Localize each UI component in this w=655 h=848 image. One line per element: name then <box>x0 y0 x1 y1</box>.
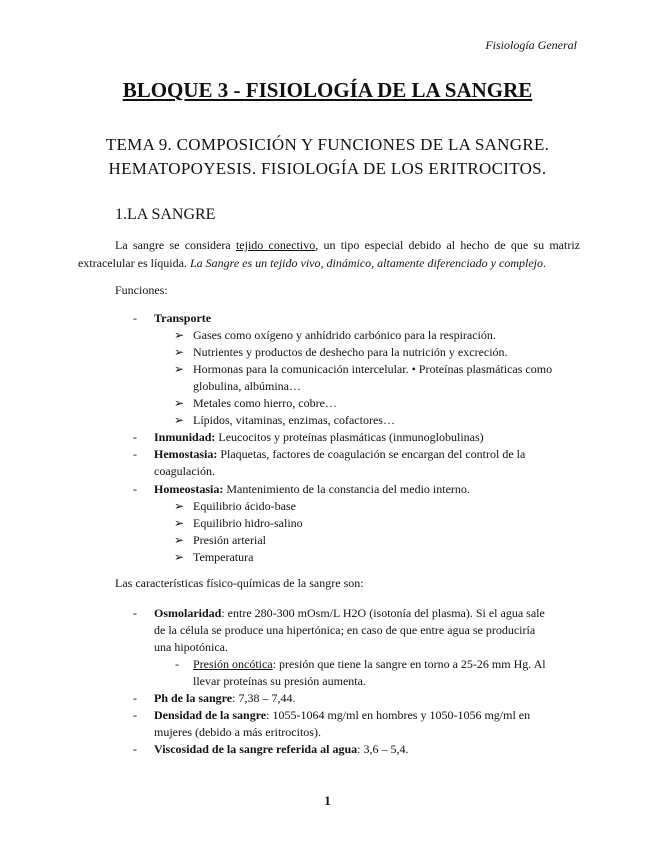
tema-title <box>70 133 585 181</box>
sub-item-text: Metales como hierro, cobre… <box>193 396 337 410</box>
dash-bullet: - <box>175 657 179 671</box>
dash-bullet: - <box>133 708 137 722</box>
inmunidad-text: Inmunidad: Leucocitos y proteínas plasmáticas (inmunoglobulinas) <box>154 430 484 444</box>
sub-item-text: Gases como oxígeno y anhídrido carbónico para la respiración. <box>193 328 496 342</box>
tema-title-line-2: HEMATOPOYESIS. FISIOLOGÍA DE LOS ERITROCITOS. <box>108 159 547 178</box>
sub-item-text: Equilibrio ácido-base <box>193 499 296 513</box>
osmolaridad-text-2: de la célula se produce una hipertónica; en caso de que entre agua se produciría <box>154 623 536 637</box>
arrow-bullet-icon: ➢ <box>174 533 185 547</box>
hemostasia-text-2: coagulación. <box>154 464 215 478</box>
sub-item-text: Lípidos, vitaminas, enzimas, cofactores… <box>193 413 395 427</box>
osmolaridad-text-3: una hipotónica. <box>154 640 228 654</box>
section-heading: 1.LA SANGRE <box>115 206 216 223</box>
arrow-bullet-icon: ➢ <box>174 345 185 359</box>
arrow-bullet-icon: ➢ <box>174 328 185 342</box>
arrow-bullet-icon: ➢ <box>174 550 185 564</box>
sub-item-text: Hormonas para la comunicación intercelular. • Proteínas plasmáticas como <box>193 362 553 376</box>
ph-text: Ph de la sangre: 7,38 – 7,44. <box>154 691 296 705</box>
intro-italic-text: La Sangre es un tejido vivo, dinámico, altamente diferenciado y complejo <box>189 256 543 270</box>
dash-bullet: - <box>133 742 137 756</box>
arrow-bullet-icon: ➢ <box>174 516 185 530</box>
tema-title-line-1: TEMA 9. COMPOSICIÓN Y FUNCIONES DE LA SANGRE. <box>105 135 550 154</box>
dash-bullet: - <box>133 606 137 620</box>
presion-oncotica-text: Presión oncótica: presión que tiene la sangre en torno a 25-26 mm Hg. Al <box>193 657 546 671</box>
intro-text-2: , un tipo especial debido al hecho de que su matriz extracelular es líquida. <box>78 238 580 270</box>
densidad-text: Densidad de la sangre: 1055-1064 mg/ml en hombres y 1050-1056 mg/ml en <box>154 708 531 722</box>
intro-paragraph <box>78 236 580 272</box>
viscosidad-text: Viscosidad de la sangre referida al agua: 3,6 – 5,4. <box>154 742 409 756</box>
intro-text-1: La sangre se considera <box>115 238 236 252</box>
homeostasia-text: Homeostasia: Mantenimiento de la constancia del medio interno. <box>154 482 470 496</box>
sub-item-text: Equilibrio hidro-salino <box>193 516 303 530</box>
page-number: 1 <box>324 793 331 808</box>
arrow-bullet-icon: ➢ <box>174 396 185 410</box>
caracteristicas-label: Las características físico-químicas de la sangre son: <box>115 576 364 590</box>
intro-underlined-term: tejido conectivo <box>235 238 316 252</box>
osmolaridad-text: Osmolaridad: entre 280-300 mOsm/L H2O (isotonía del plasma). Si el agua sale <box>154 606 545 620</box>
sub-item-text: Temperatura <box>193 550 254 564</box>
funciones-label: Funciones: <box>115 283 168 297</box>
arrow-bullet-icon: ➢ <box>174 362 185 376</box>
sub-item-text: Nutrientes y productos de deshecho para la nutrición y excreción. <box>193 345 508 359</box>
sub-item-text: globulina, albúmina… <box>193 379 301 393</box>
dash-bullet: - <box>133 430 137 444</box>
dash-bullet: - <box>133 691 137 705</box>
bloque-title: BLOQUE 3 - FISIOLOGÍA DE LA SANGRE <box>122 78 533 102</box>
dash-bullet: - <box>133 482 137 496</box>
arrow-bullet-icon: ➢ <box>174 499 185 513</box>
presion-oncotica-text-2: llevar proteínas su presión aumenta. <box>193 674 366 688</box>
intro-end: . <box>543 256 546 270</box>
dash-bullet: - <box>133 311 137 325</box>
sub-item-text: Presión arterial <box>193 533 266 547</box>
dash-bullet: - <box>133 447 137 461</box>
transporte-title: Transporte <box>154 311 212 325</box>
densidad-text-2: mujeres (debido a más eritrocitos). <box>154 725 321 739</box>
hemostasia-text: Hemostasia: Plaquetas, factores de coagulación se encargan del control de la <box>154 447 526 461</box>
arrow-bullet-icon: ➢ <box>174 413 185 427</box>
running-header: Fisiología General <box>485 38 577 52</box>
